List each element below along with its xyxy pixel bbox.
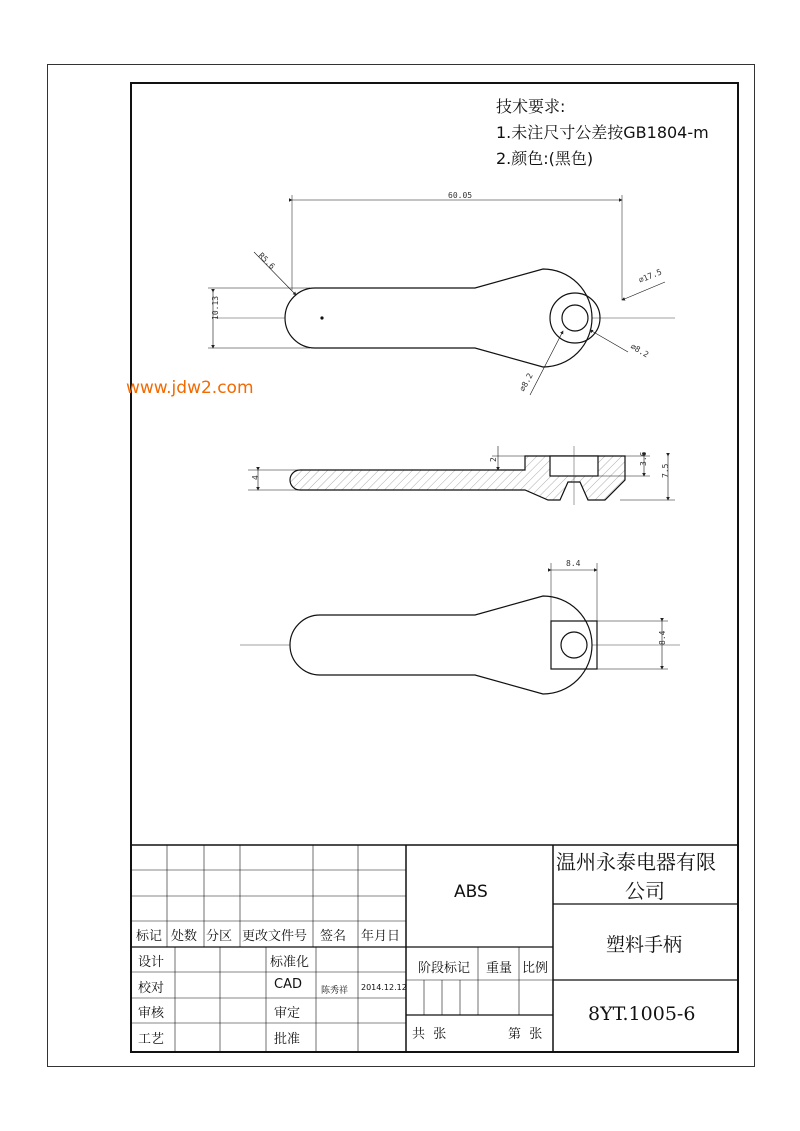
- rev-header-sign: 签名: [320, 929, 347, 944]
- section-view: [248, 446, 675, 505]
- tech-req-title: 技术要求:: [496, 97, 566, 116]
- top-view: [208, 195, 675, 395]
- dim-thickness: 4: [251, 475, 260, 480]
- tech-req-item-2: 2.颜色:(黑色): [496, 149, 594, 168]
- material-label: ABS: [454, 882, 488, 902]
- rev-header-count: 处数: [171, 929, 198, 944]
- dim-hole-diameter-b: ⌀8.2: [517, 371, 535, 393]
- part-name: 塑料手柄: [606, 934, 683, 956]
- dim-hole-diameter-a: ⌀8.2: [629, 341, 651, 360]
- label-sheet-no: 第 张: [508, 1027, 543, 1042]
- company-name-line1: 温州永泰电器有限: [556, 850, 716, 874]
- handle-outline-top: [285, 269, 592, 367]
- watermark-url: www.jdw2.com: [126, 378, 254, 398]
- label-design: 设计: [138, 955, 165, 970]
- label-review: 审核: [138, 1006, 165, 1021]
- label-approve-review: 审定: [274, 1006, 301, 1021]
- rev-header-zone: 分区: [206, 929, 233, 944]
- dim-counterbore: 3.6: [639, 451, 648, 466]
- dim-radius: R5.6: [256, 251, 277, 272]
- handle-outline-bottom: [290, 596, 592, 694]
- drafter-name: 陈秀祥: [321, 986, 349, 996]
- label-weight: 重量: [486, 961, 513, 976]
- label-standardize: 标准化: [270, 955, 310, 970]
- rev-header-mark: 标记: [136, 929, 163, 944]
- dim-square-height: 8.4: [658, 630, 667, 645]
- rev-header-date: 年月日: [361, 929, 401, 944]
- label-check: 校对: [138, 981, 165, 996]
- label-total-sheets: 共 张: [412, 1027, 447, 1042]
- label-stage-mark: 阶段标记: [418, 961, 471, 976]
- label-process: 工艺: [138, 1032, 165, 1047]
- company-name-line2: 公司: [625, 879, 665, 903]
- drawing-number: 8YT.1005-6: [588, 1003, 696, 1025]
- dim-boss-diameter: ⌀17.5: [637, 267, 664, 285]
- label-approve: 批准: [274, 1032, 301, 1047]
- label-cad: CAD: [274, 977, 302, 992]
- dim-length: 60.05: [448, 191, 473, 200]
- dim-boss-height: 7.5: [661, 463, 670, 478]
- bottom-view: [240, 563, 680, 694]
- drafted-date: 2014.12.12: [361, 983, 407, 992]
- rev-header-doc: 更改文件号: [242, 929, 308, 944]
- dim-width: 10.13: [211, 295, 220, 320]
- dim-step: 2: [489, 457, 498, 462]
- dim-square-width: 8.4: [566, 559, 581, 568]
- tech-req-item-1: 1.未注尺寸公差按GB1804-m: [496, 123, 709, 142]
- label-scale: 比例: [522, 961, 549, 976]
